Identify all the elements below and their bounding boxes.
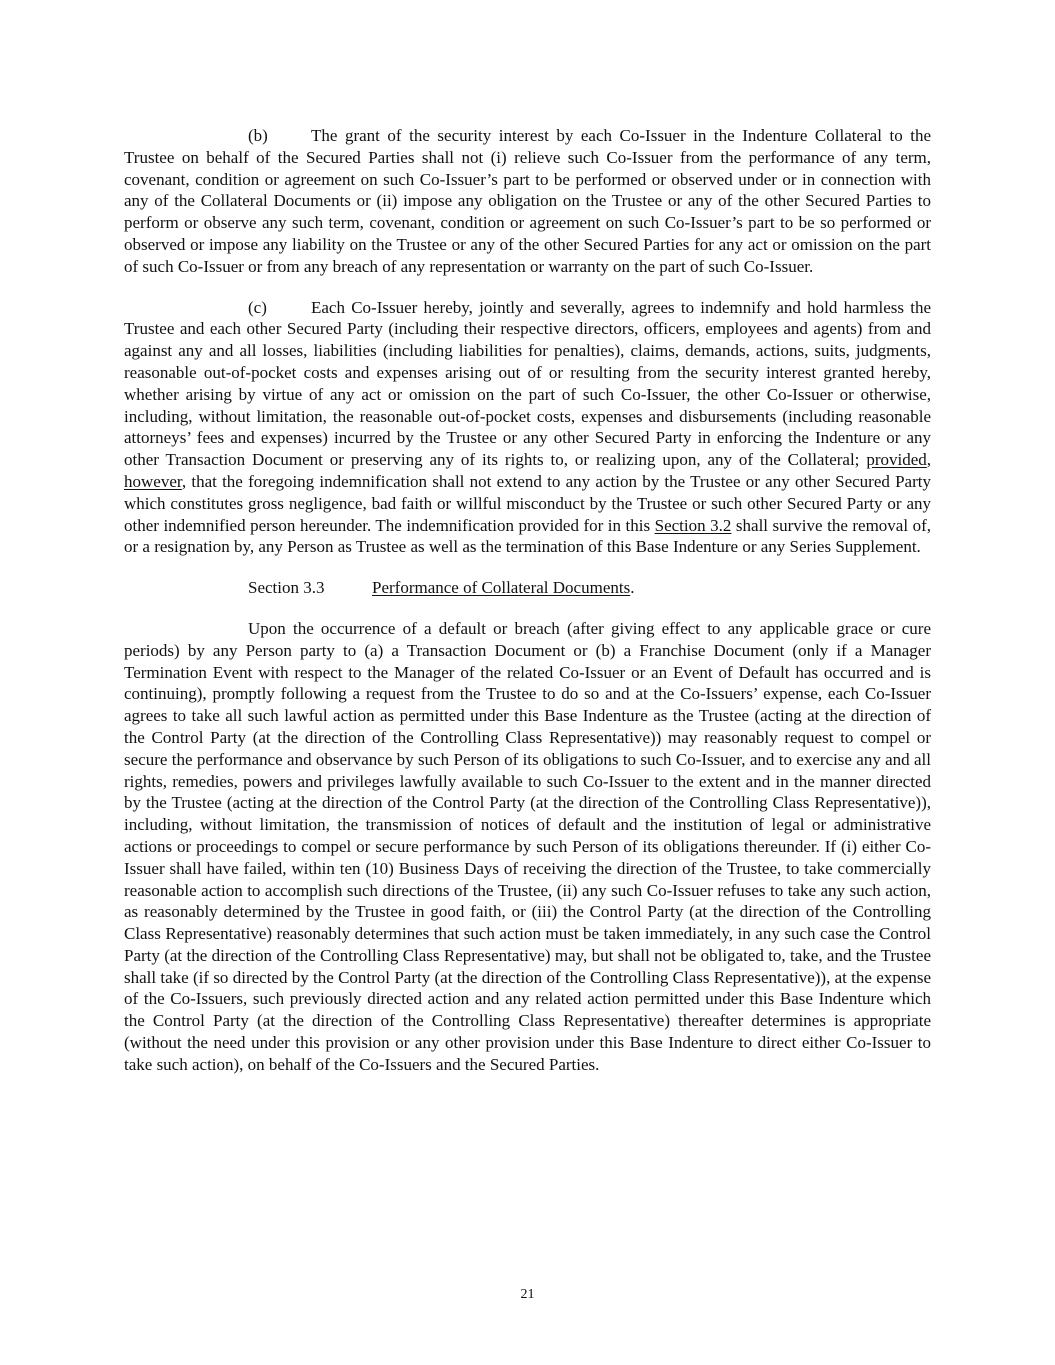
- paragraph-c-text-2: , that the foregoing indemnification shall not extend to any action by the Trustee or any other Secured Party which constitutes gross negligence, bad faith or willful misconduct by the Trustee or such other Secured Party or any other indemnified person hereunder. The indemnification provided for in this: [124, 471, 931, 535]
- paragraph-main-text: Upon the occurrence of a default or breach (after giving effect to any applicable grace or cure periods) by any Person party to (a) a Transaction Document or (b) a Franchise Document (only if a Manager Termination Event with respect to the Manager of the related Co-Issuer or an Event of Default has occurred and is continuing), promptly following a request from the Trustee to do so and at the Co-Issuers’ expense, each Co-Issuer agrees to take all such lawful action as permitted under this Base Indenture as the Trustee (acting at the direction of the Control Party (at the direction of the Controlling Class Representative)) may reasonably request to compel or secure the performance and observance by such Person of its obligations to such Co-Issuer, and to exercise any and all rights, remedies, powers and privileges lawfully available to such Co-Issuer to the extent and in the manner directed by the Trustee (acting at the direction of the Control Party (at the direction of the Controlling Class Representative)), including, without limitation, the transmission of notices of default and the institution of legal or administrative actions or proceedings to compel or secure performance by such Person of its obligations thereunder. If (i) either Co-Issuer shall have failed, within ten (10) Business Days of receiving the direction of the Trustee, to take commercially reasonable action to accomplish such directions of the Trustee, (ii) any such Co-Issuer refuses to take any such action, as reasonably determined by the Trustee in good faith, or (iii) the Control Party (at the direction of the Controlling Class Representative) reasonably determines that such action must be taken immediately, in any such case the Control Party (at the direction of the Controlling Class Representative) may, but shall not be obligated to, take, and the Trustee shall take (if so directed by the Control Party (at the direction of the Controlling Class Representative)), at the expense of the Co-Issuers, such previously directed action and any related action permitted under this Base Indenture which the Control Party (at the direction of the Controlling Class Representative) thereafter determines is appropriate (without the need under this provision or any other provision under this Base Indenture to direct either Co-Issuer to take such action), on behalf of the Co-Issuers and the Secured Parties.: [124, 618, 931, 1074]
- page-number: 21: [520, 1287, 535, 1302]
- paragraph-c-label: (c): [248, 297, 267, 317]
- paragraph-c-text-1: Each Co-Issuer hereby, jointly and severally, agrees to indemnify and hold harmless the Trustee and each other Secured Party (including their respective directors, officers, employees and agents) from and against any and all losses, liabilities (including liabilities for penalties), claims, demands, actions, suits, judgments, reasonable out-of-pocket costs and expenses arising out of or resulting from the security interest granted hereby, whether arising by virtue of any act or omission on the part of such Co-Issuer, the other Co-Issuer or otherwise, including, without limitation, the reasonable out-of-pocket costs, expenses and disbursements (including reasonable attorneys’ fees and expenses) incurred by the Trustee or any other Secured Party in enforcing the Indenture or any other Transaction Document or preserving any of its rights to, or realizing upon, any of the Collateral;: [124, 297, 931, 470]
- paragraph-c-separator: ,: [926, 450, 931, 470]
- provided-term: provided: [866, 450, 927, 470]
- section-3-3-heading: [124, 577, 931, 599]
- section-number: Section 3.3: [248, 578, 325, 598]
- paragraph-b-label: (b): [248, 126, 268, 145]
- section-title-period: .: [630, 578, 635, 598]
- section-title: Performance of Collateral Documents: [372, 578, 631, 598]
- paragraph-main: [124, 618, 931, 1076]
- however-term: however: [124, 471, 182, 491]
- paragraph-b: [124, 125, 931, 278]
- section-3-2-reference: Section 3.2: [654, 515, 732, 535]
- paragraph-c-text-3: shall survive the removal of, or a resignation by, any Person as Trustee as well as the termination of this Base Indenture or any Series Supplement.: [124, 515, 931, 557]
- paragraph-b-text: The grant of the security interest by each Co-Issuer in the Indenture Collateral to the Trustee on behalf of the Secured Parties shall not (i) relieve such Co-Issuer from the performance of any term, covenant, condition or agreement on such Co-Issuer’s part to be performed or observed under or in connection with any of the Collateral Documents or (ii) impose any obligation on the Trustee or any of the other Secured Parties to perform or observe any such term, covenant, condition or agreement on such Co-Issuer’s part to be so performed or observed or impose any liability on the Trustee or any of the other Secured Parties for any act or omission on the part of such Co-Issuer or from any breach of any representation or warranty on the part of such Co-Issuer.: [124, 126, 931, 276]
- paragraph-c: [124, 297, 931, 559]
- document-page: [124, 125, 931, 1095]
